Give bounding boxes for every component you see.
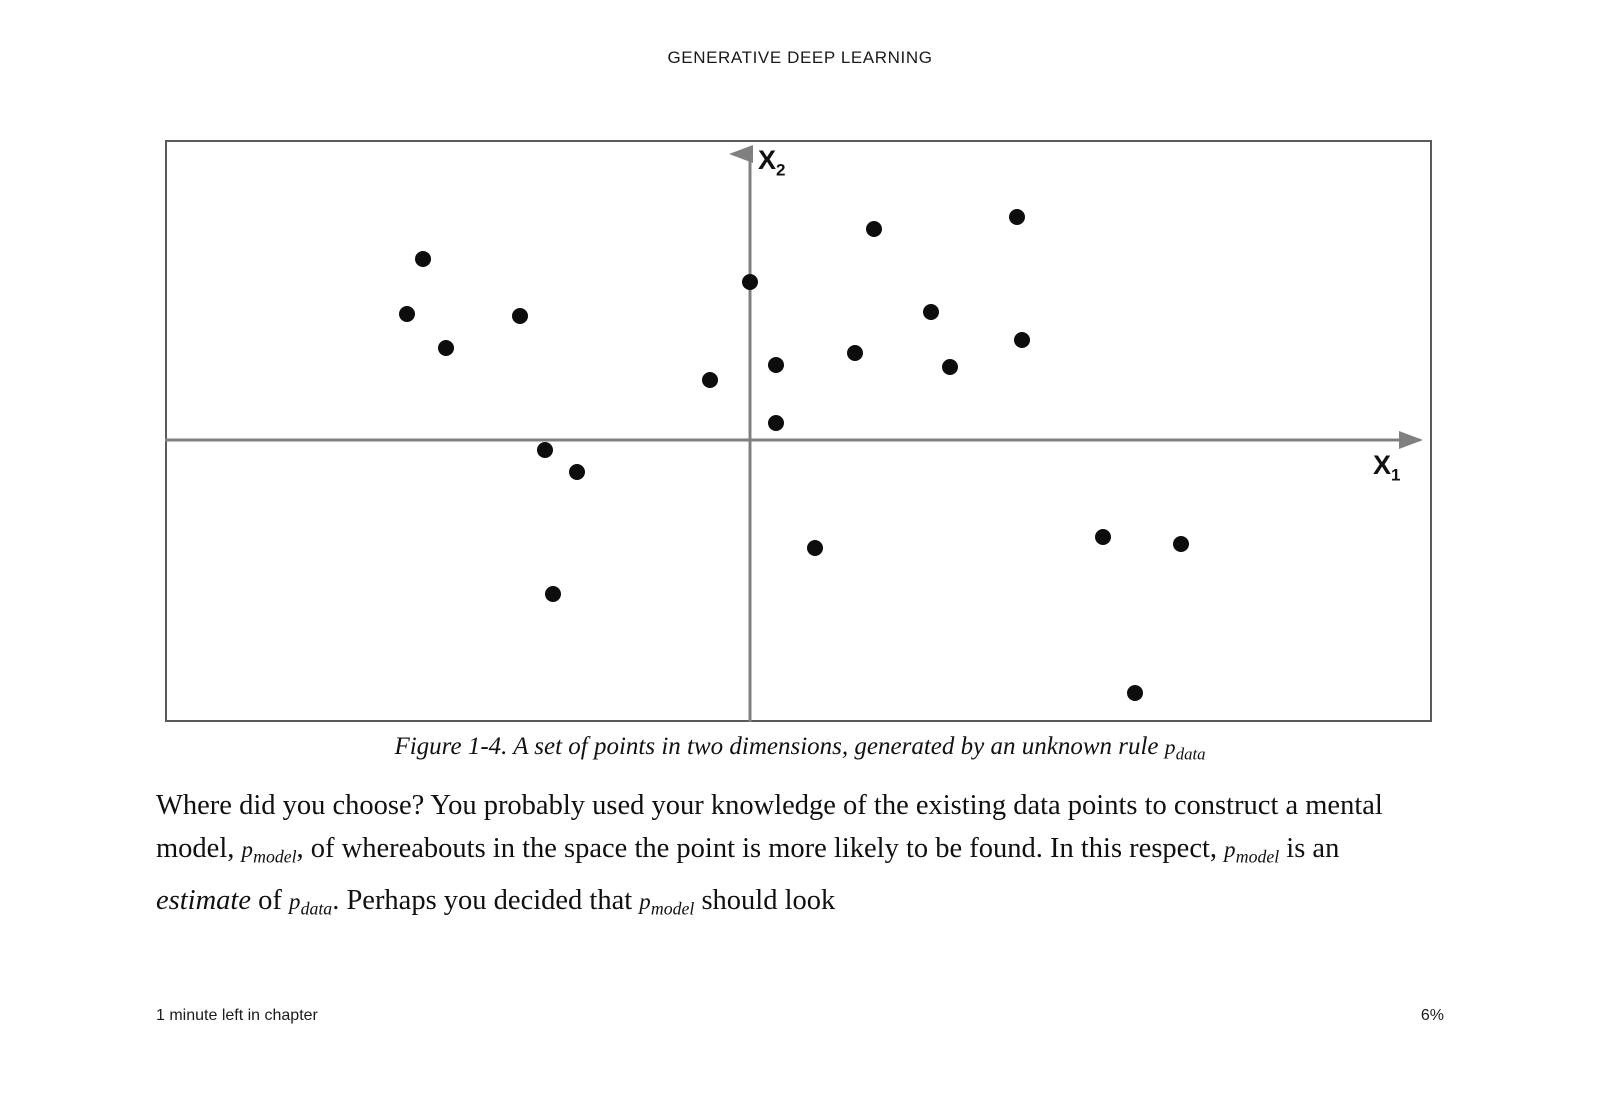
y-axis-label-text: X xyxy=(758,145,777,175)
y-axis-label xyxy=(758,145,785,180)
body-math-model-3 xyxy=(639,888,695,919)
running-header: GENERATIVE DEEP LEARNING xyxy=(667,48,933,67)
scatter-point xyxy=(545,586,561,602)
body-line-4: of xyxy=(250,884,289,916)
x-axis-label xyxy=(1373,450,1400,485)
body-math-data-1-var: p xyxy=(288,888,301,914)
body-line-2: , of whereabouts in the space the point is more likely to be found. In this respect, xyxy=(296,833,1225,864)
x-axis-label-sub: 1 xyxy=(1391,465,1401,485)
body-math-data-1-sub: data xyxy=(300,898,333,919)
figure-caption xyxy=(0,733,1600,764)
scatter-point xyxy=(399,306,415,322)
figure-caption-math-var: p xyxy=(1164,735,1176,759)
scatter-point xyxy=(807,540,823,556)
scatter-point xyxy=(537,442,553,458)
scatter-point xyxy=(942,359,958,375)
scatter-point xyxy=(768,357,784,373)
scatter-point xyxy=(1095,529,1111,545)
scatter-point xyxy=(702,372,718,388)
body-math-model-2 xyxy=(1224,837,1280,867)
body-line-1: Where did you choose? You probably used your knowledge of the existing data points to construct a mental model, xyxy=(156,790,1383,864)
body-math-model-1 xyxy=(241,837,297,867)
body-line-3: is an xyxy=(1279,833,1340,864)
scatter-point xyxy=(742,274,758,290)
figure-container xyxy=(165,140,1432,722)
body-paragraph xyxy=(156,784,1396,930)
figure-caption-math-sub: data xyxy=(1175,744,1206,764)
body-math-model-2-sub: model xyxy=(1235,846,1280,867)
scatter-plot xyxy=(165,140,1432,722)
x-axis-label-text: X xyxy=(1373,450,1392,480)
scatter-point xyxy=(1173,536,1189,552)
scatter-point xyxy=(847,345,863,361)
body-math-model-1-var: p xyxy=(241,837,254,862)
body-math-model-2-var: p xyxy=(1224,837,1236,862)
body-math-model-3-sub: model xyxy=(650,898,695,919)
body-emphasis: estimate xyxy=(156,884,251,916)
scatter-point xyxy=(438,340,454,356)
time-left-label: 1 minute left in chapter xyxy=(156,1007,318,1024)
scatter-point xyxy=(768,415,784,431)
reader-footer xyxy=(0,1007,1600,1031)
scatter-point xyxy=(1009,209,1025,225)
figure-caption-text: Figure 1-4. A set of points in two dimensions, generated by an unknown rule xyxy=(394,733,1165,760)
body-line-6: should look xyxy=(694,884,836,916)
body-math-model-3-var: p xyxy=(639,888,651,914)
scatter-point xyxy=(415,251,431,267)
body-math-data-1 xyxy=(288,888,333,919)
scatter-point-group xyxy=(399,209,1189,701)
scatter-point xyxy=(1127,685,1143,701)
figure-caption-math xyxy=(1164,735,1206,764)
progress-percent-label: 6% xyxy=(1420,1007,1444,1024)
scatter-point xyxy=(512,308,528,324)
scatter-point xyxy=(1014,332,1030,348)
body-math-model-1-sub: model xyxy=(253,846,297,867)
y-axis-label-sub: 2 xyxy=(776,160,786,180)
scatter-point xyxy=(923,304,939,320)
scatter-point xyxy=(569,464,585,480)
body-line-5: . Perhaps you decided that xyxy=(332,884,640,916)
scatter-point xyxy=(866,221,882,237)
